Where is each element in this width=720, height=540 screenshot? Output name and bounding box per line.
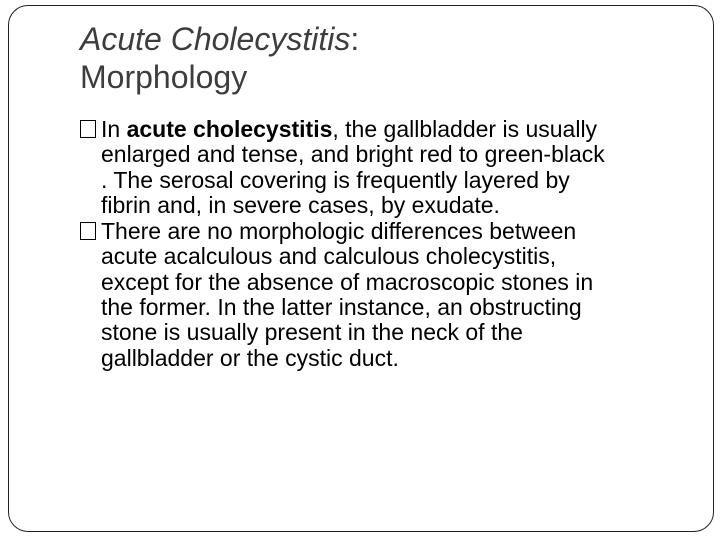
text-run: In	[101, 116, 127, 142]
title-colon: :	[350, 21, 360, 57]
bullet-paragraph-1	[80, 117, 690, 218]
title-line-1	[80, 20, 680, 58]
text-line: the former. In the latter instance, an obstructing	[101, 294, 582, 321]
text-line: acute acalculous and calculous cholecystitis,	[101, 243, 557, 270]
text-line: fibrin and, in severe cases, by exudate.	[101, 191, 500, 218]
title-subtitle: Morphology	[80, 59, 248, 95]
text-line: except for the absence of macroscopic stones in	[101, 268, 594, 295]
bullet-box-icon	[80, 120, 96, 138]
slide-body	[80, 117, 690, 372]
text-line: There are no morphologic differences between	[101, 218, 577, 245]
bullet-box-icon	[80, 222, 96, 240]
text-line: gallbladder or the cystic duct.	[101, 344, 399, 371]
bullet-paragraph-2	[80, 219, 690, 371]
slide-title	[80, 20, 680, 96]
text-line: enlarged and tense, and bright red to green-black	[101, 141, 605, 168]
title-italic-text: Acute Cholecystitis	[80, 21, 351, 57]
text-line: . The serosal covering is frequently layered by	[101, 166, 570, 193]
bold-term: acute cholecystitis	[126, 116, 333, 142]
text-line: stone is usually present in the neck of the	[101, 319, 523, 346]
text-line	[101, 117, 690, 142]
text-run: , the gallbladder is usually	[332, 116, 598, 142]
